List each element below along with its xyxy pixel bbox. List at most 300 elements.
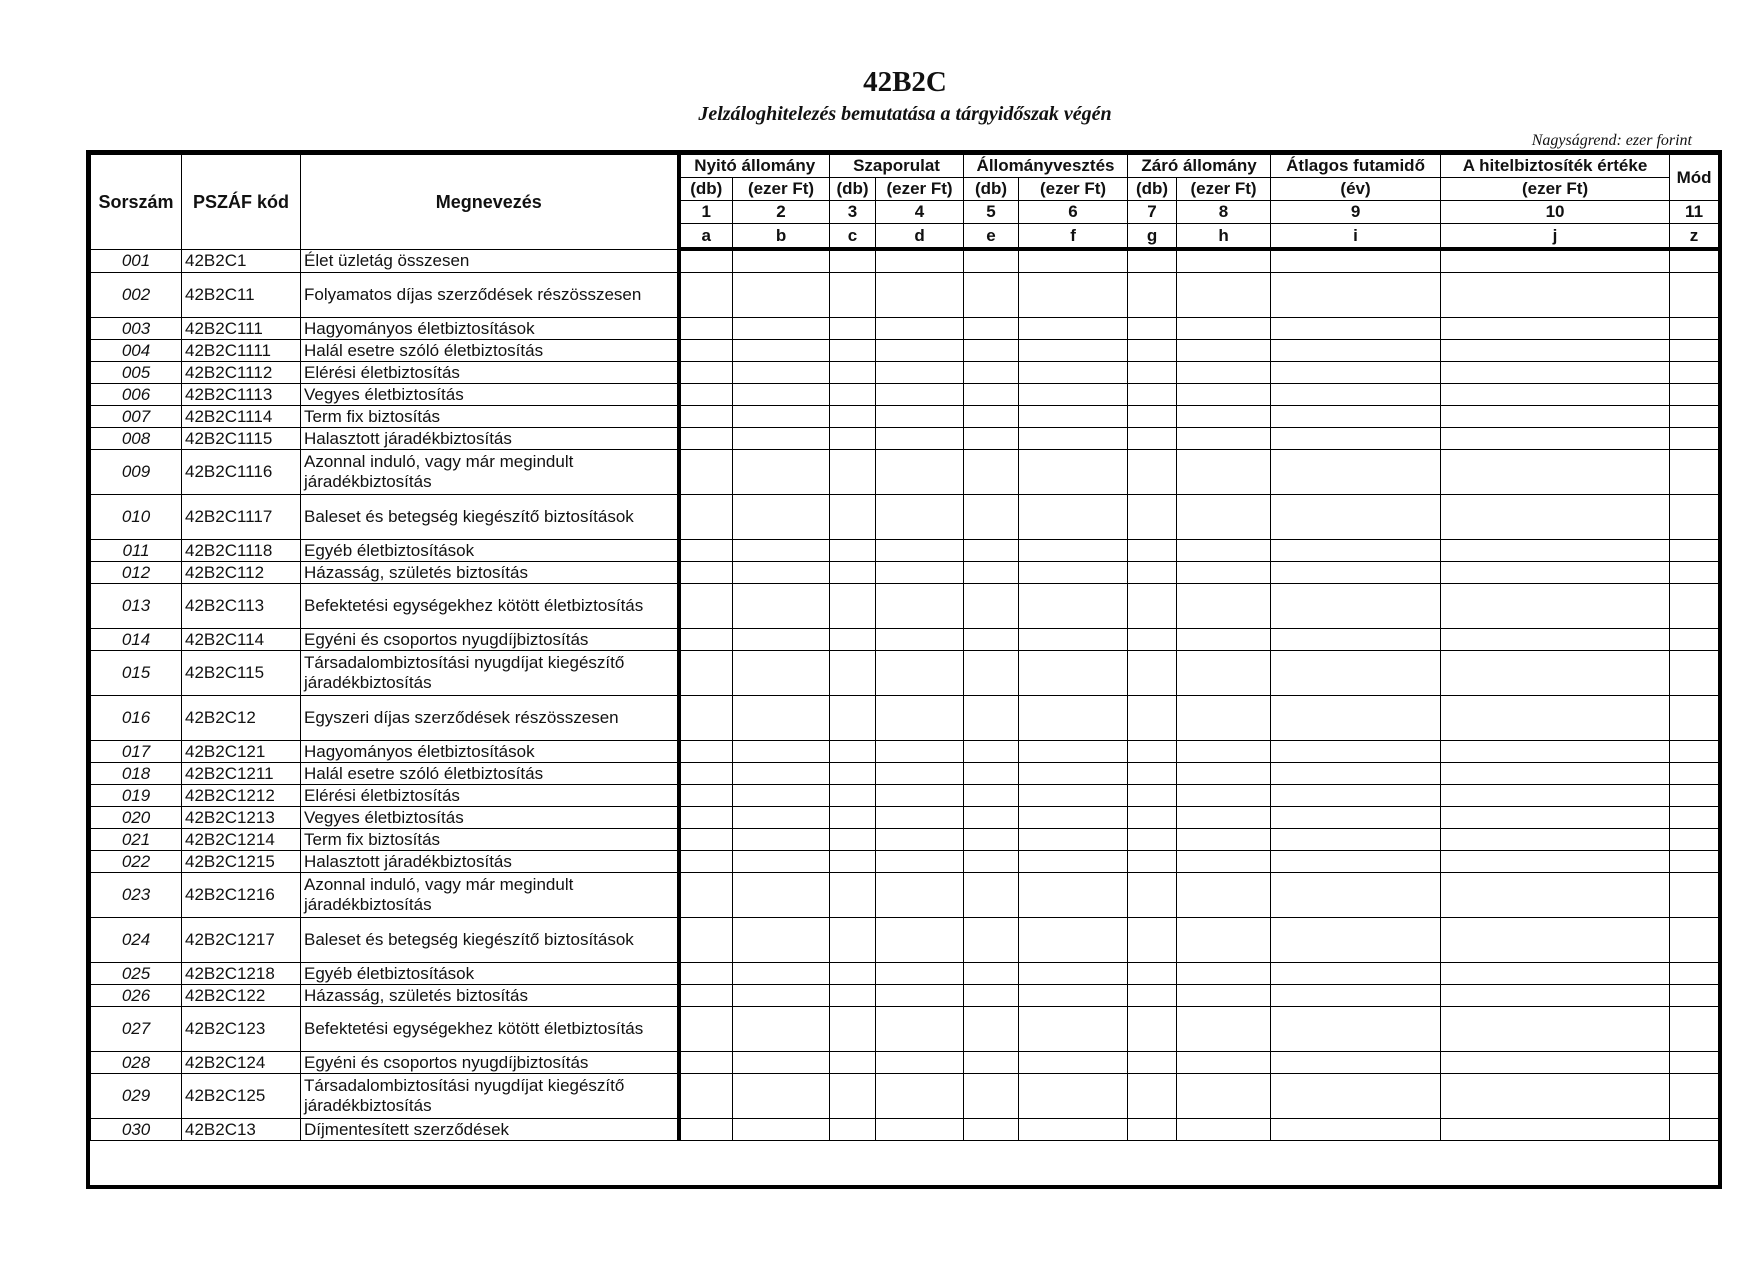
data-cell-c[interactable] — [830, 450, 876, 495]
data-cell-j[interactable] — [1441, 963, 1670, 985]
data-cell-i[interactable] — [1271, 1074, 1441, 1119]
data-cell-z[interactable] — [1670, 1119, 1719, 1141]
data-cell-g[interactable] — [1128, 249, 1177, 273]
data-cell-i[interactable] — [1271, 851, 1441, 873]
data-cell-j[interactable] — [1441, 651, 1670, 696]
data-cell-i[interactable] — [1271, 562, 1441, 584]
data-cell-c[interactable] — [830, 829, 876, 851]
data-cell-b[interactable] — [733, 651, 830, 696]
data-cell-b[interactable] — [733, 384, 830, 406]
data-cell-i[interactable] — [1271, 1119, 1441, 1141]
data-cell-j[interactable] — [1441, 450, 1670, 495]
data-cell-j[interactable] — [1441, 629, 1670, 651]
data-cell-b[interactable] — [733, 495, 830, 540]
data-cell-f[interactable] — [1019, 495, 1128, 540]
data-cell-z[interactable] — [1670, 1074, 1719, 1119]
data-cell-b[interactable] — [733, 540, 830, 562]
data-cell-b[interactable] — [733, 584, 830, 629]
data-cell-a[interactable] — [679, 741, 733, 763]
data-cell-j[interactable] — [1441, 1074, 1670, 1119]
data-cell-h[interactable] — [1177, 1052, 1271, 1074]
data-cell-f[interactable] — [1019, 851, 1128, 873]
data-cell-z[interactable] — [1670, 918, 1719, 963]
data-cell-g[interactable] — [1128, 963, 1177, 985]
data-cell-i[interactable] — [1271, 273, 1441, 318]
data-cell-j[interactable] — [1441, 918, 1670, 963]
data-cell-c[interactable] — [830, 1007, 876, 1052]
data-cell-d[interactable] — [876, 1007, 964, 1052]
data-cell-z[interactable] — [1670, 629, 1719, 651]
data-cell-b[interactable] — [733, 1119, 830, 1141]
data-cell-j[interactable] — [1441, 829, 1670, 851]
data-cell-h[interactable] — [1177, 1119, 1271, 1141]
data-cell-j[interactable] — [1441, 273, 1670, 318]
data-cell-f[interactable] — [1019, 318, 1128, 340]
data-cell-i[interactable] — [1271, 450, 1441, 495]
data-cell-c[interactable] — [830, 1119, 876, 1141]
data-cell-j[interactable] — [1441, 340, 1670, 362]
data-cell-j[interactable] — [1441, 985, 1670, 1007]
data-cell-a[interactable] — [679, 918, 733, 963]
data-cell-h[interactable] — [1177, 495, 1271, 540]
data-cell-h[interactable] — [1177, 763, 1271, 785]
data-cell-a[interactable] — [679, 807, 733, 829]
data-cell-c[interactable] — [830, 318, 876, 340]
data-cell-d[interactable] — [876, 741, 964, 763]
data-cell-i[interactable] — [1271, 384, 1441, 406]
data-cell-f[interactable] — [1019, 428, 1128, 450]
data-cell-e[interactable] — [964, 384, 1019, 406]
data-cell-e[interactable] — [964, 249, 1019, 273]
data-cell-z[interactable] — [1670, 450, 1719, 495]
data-cell-e[interactable] — [964, 540, 1019, 562]
data-cell-z[interactable] — [1670, 873, 1719, 918]
data-cell-b[interactable] — [733, 807, 830, 829]
data-cell-e[interactable] — [964, 450, 1019, 495]
data-cell-d[interactable] — [876, 273, 964, 318]
data-cell-f[interactable] — [1019, 1007, 1128, 1052]
data-cell-a[interactable] — [679, 1074, 733, 1119]
data-cell-d[interactable] — [876, 1074, 964, 1119]
data-cell-a[interactable] — [679, 629, 733, 651]
data-cell-a[interactable] — [679, 963, 733, 985]
data-cell-a[interactable] — [679, 651, 733, 696]
data-cell-d[interactable] — [876, 318, 964, 340]
data-cell-e[interactable] — [964, 651, 1019, 696]
data-cell-e[interactable] — [964, 985, 1019, 1007]
data-cell-f[interactable] — [1019, 540, 1128, 562]
data-cell-h[interactable] — [1177, 851, 1271, 873]
data-cell-g[interactable] — [1128, 807, 1177, 829]
data-cell-f[interactable] — [1019, 985, 1128, 1007]
data-cell-f[interactable] — [1019, 918, 1128, 963]
data-cell-g[interactable] — [1128, 741, 1177, 763]
data-cell-f[interactable] — [1019, 785, 1128, 807]
data-cell-f[interactable] — [1019, 763, 1128, 785]
data-cell-i[interactable] — [1271, 1052, 1441, 1074]
data-cell-e[interactable] — [964, 873, 1019, 918]
data-cell-z[interactable] — [1670, 785, 1719, 807]
data-cell-c[interactable] — [830, 584, 876, 629]
data-cell-d[interactable] — [876, 450, 964, 495]
data-cell-f[interactable] — [1019, 1052, 1128, 1074]
data-cell-a[interactable] — [679, 249, 733, 273]
data-cell-z[interactable] — [1670, 985, 1719, 1007]
data-cell-d[interactable] — [876, 963, 964, 985]
data-cell-b[interactable] — [733, 273, 830, 318]
data-cell-f[interactable] — [1019, 696, 1128, 741]
data-cell-a[interactable] — [679, 362, 733, 384]
data-cell-h[interactable] — [1177, 873, 1271, 918]
data-cell-e[interactable] — [964, 495, 1019, 540]
data-cell-j[interactable] — [1441, 1119, 1670, 1141]
data-cell-d[interactable] — [876, 651, 964, 696]
data-cell-z[interactable] — [1670, 807, 1719, 829]
data-cell-f[interactable] — [1019, 384, 1128, 406]
data-cell-c[interactable] — [830, 873, 876, 918]
data-cell-c[interactable] — [830, 428, 876, 450]
data-cell-e[interactable] — [964, 963, 1019, 985]
data-cell-c[interactable] — [830, 985, 876, 1007]
data-cell-f[interactable] — [1019, 562, 1128, 584]
data-cell-h[interactable] — [1177, 629, 1271, 651]
data-cell-f[interactable] — [1019, 629, 1128, 651]
data-cell-e[interactable] — [964, 696, 1019, 741]
data-cell-d[interactable] — [876, 362, 964, 384]
data-cell-e[interactable] — [964, 918, 1019, 963]
data-cell-c[interactable] — [830, 807, 876, 829]
data-cell-b[interactable] — [733, 873, 830, 918]
data-cell-a[interactable] — [679, 450, 733, 495]
data-cell-d[interactable] — [876, 807, 964, 829]
data-cell-j[interactable] — [1441, 384, 1670, 406]
data-cell-c[interactable] — [830, 384, 876, 406]
data-cell-f[interactable] — [1019, 450, 1128, 495]
data-cell-e[interactable] — [964, 428, 1019, 450]
data-cell-z[interactable] — [1670, 362, 1719, 384]
data-cell-c[interactable] — [830, 406, 876, 428]
data-cell-h[interactable] — [1177, 450, 1271, 495]
data-cell-b[interactable] — [733, 318, 830, 340]
data-cell-e[interactable] — [964, 829, 1019, 851]
data-cell-g[interactable] — [1128, 562, 1177, 584]
data-cell-a[interactable] — [679, 873, 733, 918]
data-cell-g[interactable] — [1128, 584, 1177, 629]
data-cell-b[interactable] — [733, 340, 830, 362]
data-cell-c[interactable] — [830, 562, 876, 584]
data-cell-b[interactable] — [733, 963, 830, 985]
data-cell-d[interactable] — [876, 785, 964, 807]
data-cell-a[interactable] — [679, 384, 733, 406]
data-cell-a[interactable] — [679, 1052, 733, 1074]
data-cell-e[interactable] — [964, 741, 1019, 763]
data-cell-e[interactable] — [964, 562, 1019, 584]
data-cell-a[interactable] — [679, 406, 733, 428]
data-cell-f[interactable] — [1019, 829, 1128, 851]
data-cell-e[interactable] — [964, 807, 1019, 829]
data-cell-c[interactable] — [830, 249, 876, 273]
data-cell-j[interactable] — [1441, 249, 1670, 273]
data-cell-i[interactable] — [1271, 318, 1441, 340]
data-cell-j[interactable] — [1441, 540, 1670, 562]
data-cell-g[interactable] — [1128, 851, 1177, 873]
data-cell-b[interactable] — [733, 362, 830, 384]
data-cell-i[interactable] — [1271, 829, 1441, 851]
data-cell-e[interactable] — [964, 1119, 1019, 1141]
data-cell-z[interactable] — [1670, 562, 1719, 584]
data-cell-f[interactable] — [1019, 406, 1128, 428]
data-cell-i[interactable] — [1271, 807, 1441, 829]
data-cell-j[interactable] — [1441, 696, 1670, 741]
data-cell-g[interactable] — [1128, 1119, 1177, 1141]
data-cell-j[interactable] — [1441, 318, 1670, 340]
data-cell-i[interactable] — [1271, 763, 1441, 785]
data-cell-j[interactable] — [1441, 362, 1670, 384]
data-cell-d[interactable] — [876, 696, 964, 741]
data-cell-d[interactable] — [876, 1119, 964, 1141]
data-cell-z[interactable] — [1670, 584, 1719, 629]
data-cell-c[interactable] — [830, 1052, 876, 1074]
data-cell-c[interactable] — [830, 741, 876, 763]
data-cell-g[interactable] — [1128, 918, 1177, 963]
data-cell-b[interactable] — [733, 918, 830, 963]
data-cell-e[interactable] — [964, 1007, 1019, 1052]
data-cell-f[interactable] — [1019, 1119, 1128, 1141]
data-cell-b[interactable] — [733, 1007, 830, 1052]
data-cell-a[interactable] — [679, 273, 733, 318]
data-cell-z[interactable] — [1670, 318, 1719, 340]
data-cell-i[interactable] — [1271, 406, 1441, 428]
data-cell-z[interactable] — [1670, 384, 1719, 406]
data-cell-i[interactable] — [1271, 963, 1441, 985]
data-cell-h[interactable] — [1177, 318, 1271, 340]
data-cell-f[interactable] — [1019, 807, 1128, 829]
data-cell-j[interactable] — [1441, 741, 1670, 763]
data-cell-z[interactable] — [1670, 273, 1719, 318]
data-cell-f[interactable] — [1019, 584, 1128, 629]
data-cell-c[interactable] — [830, 629, 876, 651]
data-cell-z[interactable] — [1670, 340, 1719, 362]
data-cell-c[interactable] — [830, 963, 876, 985]
data-cell-f[interactable] — [1019, 273, 1128, 318]
data-cell-f[interactable] — [1019, 741, 1128, 763]
data-cell-h[interactable] — [1177, 696, 1271, 741]
data-cell-a[interactable] — [679, 696, 733, 741]
data-cell-i[interactable] — [1271, 651, 1441, 696]
data-cell-a[interactable] — [679, 584, 733, 629]
data-cell-b[interactable] — [733, 851, 830, 873]
data-cell-i[interactable] — [1271, 985, 1441, 1007]
data-cell-b[interactable] — [733, 1074, 830, 1119]
data-cell-c[interactable] — [830, 918, 876, 963]
data-cell-b[interactable] — [733, 829, 830, 851]
data-cell-d[interactable] — [876, 406, 964, 428]
data-cell-j[interactable] — [1441, 763, 1670, 785]
data-cell-f[interactable] — [1019, 873, 1128, 918]
data-cell-j[interactable] — [1441, 785, 1670, 807]
data-cell-c[interactable] — [830, 763, 876, 785]
data-cell-g[interactable] — [1128, 406, 1177, 428]
data-cell-b[interactable] — [733, 741, 830, 763]
data-cell-j[interactable] — [1441, 406, 1670, 428]
data-cell-c[interactable] — [830, 495, 876, 540]
data-cell-g[interactable] — [1128, 651, 1177, 696]
data-cell-h[interactable] — [1177, 985, 1271, 1007]
data-cell-g[interactable] — [1128, 696, 1177, 741]
data-cell-h[interactable] — [1177, 584, 1271, 629]
data-cell-z[interactable] — [1670, 963, 1719, 985]
data-cell-g[interactable] — [1128, 362, 1177, 384]
data-cell-d[interactable] — [876, 249, 964, 273]
data-cell-z[interactable] — [1670, 406, 1719, 428]
data-cell-d[interactable] — [876, 918, 964, 963]
data-cell-a[interactable] — [679, 1119, 733, 1141]
data-cell-j[interactable] — [1441, 562, 1670, 584]
data-cell-e[interactable] — [964, 1074, 1019, 1119]
data-cell-g[interactable] — [1128, 985, 1177, 1007]
data-cell-h[interactable] — [1177, 249, 1271, 273]
data-cell-j[interactable] — [1441, 428, 1670, 450]
data-cell-g[interactable] — [1128, 785, 1177, 807]
data-cell-c[interactable] — [830, 651, 876, 696]
data-cell-e[interactable] — [964, 318, 1019, 340]
data-cell-b[interactable] — [733, 629, 830, 651]
data-cell-d[interactable] — [876, 340, 964, 362]
data-cell-h[interactable] — [1177, 1074, 1271, 1119]
data-cell-b[interactable] — [733, 450, 830, 495]
data-cell-i[interactable] — [1271, 696, 1441, 741]
data-cell-f[interactable] — [1019, 1074, 1128, 1119]
data-cell-j[interactable] — [1441, 807, 1670, 829]
data-cell-z[interactable] — [1670, 696, 1719, 741]
data-cell-h[interactable] — [1177, 428, 1271, 450]
data-cell-c[interactable] — [830, 273, 876, 318]
data-cell-e[interactable] — [964, 1052, 1019, 1074]
data-cell-b[interactable] — [733, 406, 830, 428]
data-cell-a[interactable] — [679, 428, 733, 450]
data-cell-g[interactable] — [1128, 273, 1177, 318]
data-cell-i[interactable] — [1271, 340, 1441, 362]
data-cell-e[interactable] — [964, 584, 1019, 629]
data-cell-g[interactable] — [1128, 1007, 1177, 1052]
data-cell-c[interactable] — [830, 362, 876, 384]
data-cell-d[interactable] — [876, 829, 964, 851]
data-cell-g[interactable] — [1128, 763, 1177, 785]
data-cell-d[interactable] — [876, 763, 964, 785]
data-cell-d[interactable] — [876, 562, 964, 584]
data-cell-d[interactable] — [876, 384, 964, 406]
data-cell-a[interactable] — [679, 340, 733, 362]
data-cell-e[interactable] — [964, 340, 1019, 362]
data-cell-b[interactable] — [733, 1052, 830, 1074]
data-cell-i[interactable] — [1271, 741, 1441, 763]
data-cell-j[interactable] — [1441, 873, 1670, 918]
data-cell-a[interactable] — [679, 1007, 733, 1052]
data-cell-z[interactable] — [1670, 428, 1719, 450]
data-cell-j[interactable] — [1441, 495, 1670, 540]
data-cell-i[interactable] — [1271, 362, 1441, 384]
data-cell-a[interactable] — [679, 851, 733, 873]
data-cell-i[interactable] — [1271, 249, 1441, 273]
data-cell-z[interactable] — [1670, 495, 1719, 540]
data-cell-h[interactable] — [1177, 829, 1271, 851]
data-cell-j[interactable] — [1441, 1052, 1670, 1074]
data-cell-b[interactable] — [733, 696, 830, 741]
data-cell-b[interactable] — [733, 562, 830, 584]
data-cell-z[interactable] — [1670, 249, 1719, 273]
data-cell-e[interactable] — [964, 362, 1019, 384]
data-cell-h[interactable] — [1177, 384, 1271, 406]
data-cell-z[interactable] — [1670, 1052, 1719, 1074]
data-cell-d[interactable] — [876, 1052, 964, 1074]
data-cell-i[interactable] — [1271, 1007, 1441, 1052]
data-cell-e[interactable] — [964, 273, 1019, 318]
data-cell-f[interactable] — [1019, 249, 1128, 273]
data-cell-c[interactable] — [830, 785, 876, 807]
data-cell-h[interactable] — [1177, 963, 1271, 985]
data-cell-b[interactable] — [733, 985, 830, 1007]
data-cell-g[interactable] — [1128, 1074, 1177, 1119]
data-cell-d[interactable] — [876, 851, 964, 873]
data-cell-h[interactable] — [1177, 1007, 1271, 1052]
data-cell-c[interactable] — [830, 851, 876, 873]
data-cell-f[interactable] — [1019, 651, 1128, 696]
data-cell-c[interactable] — [830, 696, 876, 741]
data-cell-a[interactable] — [679, 495, 733, 540]
data-cell-g[interactable] — [1128, 1052, 1177, 1074]
data-cell-b[interactable] — [733, 249, 830, 273]
data-cell-g[interactable] — [1128, 428, 1177, 450]
data-cell-h[interactable] — [1177, 406, 1271, 428]
data-cell-e[interactable] — [964, 629, 1019, 651]
data-cell-e[interactable] — [964, 763, 1019, 785]
data-cell-e[interactable] — [964, 851, 1019, 873]
data-cell-i[interactable] — [1271, 540, 1441, 562]
data-cell-g[interactable] — [1128, 829, 1177, 851]
data-cell-d[interactable] — [876, 584, 964, 629]
data-cell-b[interactable] — [733, 763, 830, 785]
data-cell-d[interactable] — [876, 985, 964, 1007]
data-cell-g[interactable] — [1128, 495, 1177, 540]
data-cell-a[interactable] — [679, 785, 733, 807]
data-cell-g[interactable] — [1128, 540, 1177, 562]
data-cell-d[interactable] — [876, 540, 964, 562]
data-cell-h[interactable] — [1177, 273, 1271, 318]
data-cell-d[interactable] — [876, 629, 964, 651]
data-cell-a[interactable] — [679, 562, 733, 584]
data-cell-i[interactable] — [1271, 785, 1441, 807]
data-cell-g[interactable] — [1128, 873, 1177, 918]
data-cell-i[interactable] — [1271, 428, 1441, 450]
data-cell-h[interactable] — [1177, 362, 1271, 384]
data-cell-h[interactable] — [1177, 741, 1271, 763]
data-cell-d[interactable] — [876, 428, 964, 450]
data-cell-z[interactable] — [1670, 1007, 1719, 1052]
data-cell-i[interactable] — [1271, 629, 1441, 651]
data-cell-a[interactable] — [679, 318, 733, 340]
data-cell-j[interactable] — [1441, 584, 1670, 629]
data-cell-c[interactable] — [830, 1074, 876, 1119]
data-cell-g[interactable] — [1128, 629, 1177, 651]
data-cell-c[interactable] — [830, 340, 876, 362]
data-cell-d[interactable] — [876, 495, 964, 540]
data-cell-a[interactable] — [679, 763, 733, 785]
data-cell-h[interactable] — [1177, 340, 1271, 362]
data-cell-f[interactable] — [1019, 362, 1128, 384]
data-cell-g[interactable] — [1128, 450, 1177, 495]
data-cell-z[interactable] — [1670, 763, 1719, 785]
data-cell-h[interactable] — [1177, 807, 1271, 829]
